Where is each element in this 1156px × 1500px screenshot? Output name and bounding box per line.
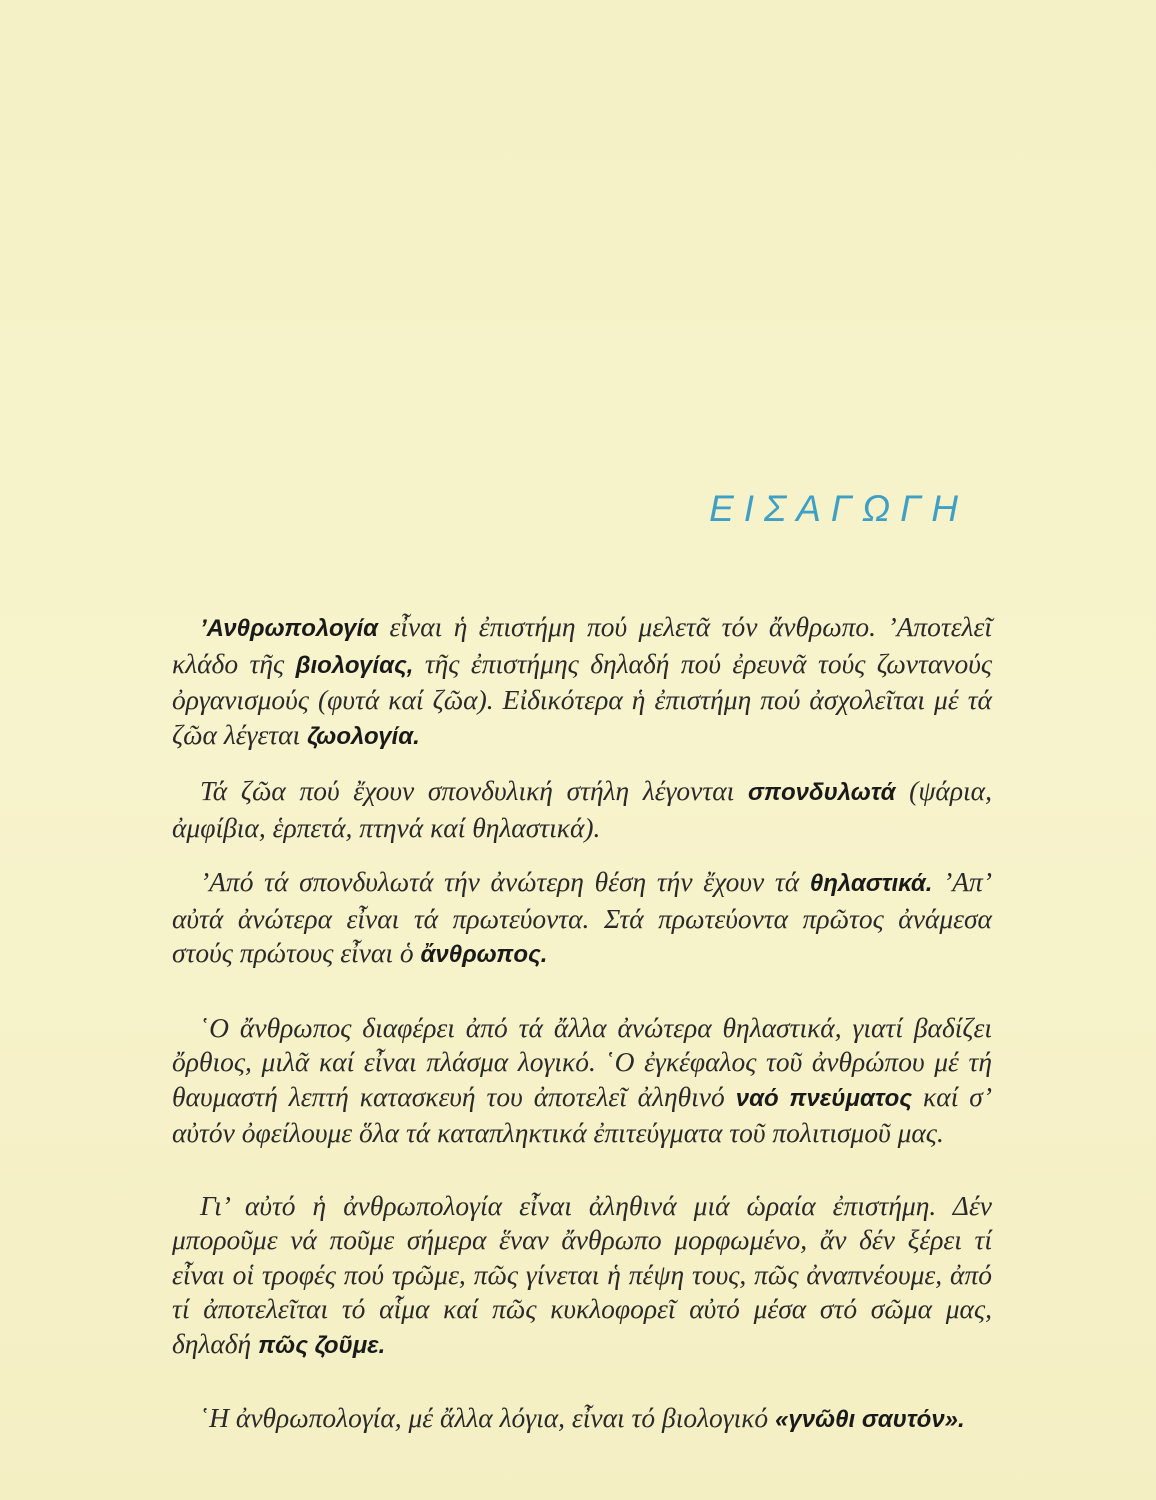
paragraph-vertebrates xyxy=(172,774,992,845)
text-segment: εἶναι ἡ ἐπιστήμη πού μελετᾶ τόν ἄνθρωπο. ’Αποτελεῖ κλάδο τῆς xyxy=(172,611,992,679)
text-segment: τῆς ἐπιστήμης δηλαδή πού ἐρευνᾶ τούς ζωντανούς ὀργανισμούς (φυτά καί ζῶα). Εἰδικότερα ἡ ἐπιστήμη πού ἀσχολεῖται μέ τά ζῶα λέγεται xyxy=(172,647,992,750)
term-zoology: ζωολογία. xyxy=(307,722,420,750)
text-segment: ’Από τά σπονδυλωτά τήν ἀνώτερη θέση τήν ἔχουν τά xyxy=(200,866,810,897)
paragraph-mammals xyxy=(172,865,992,973)
term-human: ἄνθρωπος. xyxy=(420,941,548,968)
term-biology: βιολογίας, xyxy=(295,651,414,679)
term-anthropology: ’Ανθρωπολογία xyxy=(200,615,379,642)
text-segment: Τά ζῶα πού ἔχουν σπονδυλική στήλη λέγονται xyxy=(200,775,748,806)
text-segment: ’Απ’ αὐτά ἀνώτερα εἶναι τά πρωτεύοντα. Στά πρωτεύοντα πρῶτος ἀνάμεσα στούς πρώτους εἶναι ὁ xyxy=(172,866,992,968)
term-know-thyself: «γνῶθι σαυτόν». xyxy=(775,1406,965,1433)
text-segment: ῾Ο ἄνθρωπος διαφέρει ἀπό τά ἄλλα ἀνώτερα θηλαστικά, γιατί βαδίζει ὄρθιος, μιλᾶ καί εἶναι πλάσμα λογικό. ῾Ο ἐγκέφαλος τοῦ ἀνθρώπου μέ τή θαυμαστή λεπτή κατασκευή του ἀποτελεῖ ἀληθινό xyxy=(172,1011,992,1112)
text-segment: ῾Η ἀνθρωπολογία, μέ ἄλλα λόγια, εἶναι τό βιολογικό xyxy=(200,1402,776,1433)
term-vertebrates: σπονδυλωτά xyxy=(747,779,896,806)
term-mammals: θηλαστικά. xyxy=(809,870,933,897)
paragraph-human-difference xyxy=(172,1011,992,1151)
body-text xyxy=(172,610,992,1458)
paragraph-anthropology xyxy=(172,610,992,754)
term-how-we-live: πῶς ζοῦμε. xyxy=(258,1331,386,1359)
paragraph-know-thyself xyxy=(172,1401,992,1438)
paragraph-science xyxy=(172,1189,992,1364)
page-title: ΕΙΣΑΓΩΓΗ xyxy=(709,488,968,529)
text-segment: καί σ’ αὐτόν ὀφείλουμε ὅλα τά καταπληκτικά ἐπιτεύγματα τοῦ πολιτισμοῦ μας. xyxy=(172,1080,993,1148)
text-segment: (ψάρια, ἀμφίβια, ἑρπετά, πτηνά καί θηλαστικά). xyxy=(172,775,992,843)
term-temple-of-spirit: ναό πνεύματος xyxy=(735,1084,913,1112)
text-segment: Γι’ αὐτό ἡ ἀνθρωπολογία εἶναι ἀληθινά μιά ὡραία ἐπιστήμη. Δέν μποροῦμε νά ποῦμε σήμερα ἕναν ἄνθρωπο μορφωμένο, ἄν δέν ξέρει τί εἶναι οἱ τροφές πού τρῶμε, πῶς γίνεται ἡ πέψη τους, πῶς ἀναπνέουμε, ἀπό τί ἀποτελεῖται τό αἷμα καί πῶς κυκλοφορεῖ αὐτό μέσα στό σῶμα μας, δηλαδή xyxy=(172,1189,992,1359)
